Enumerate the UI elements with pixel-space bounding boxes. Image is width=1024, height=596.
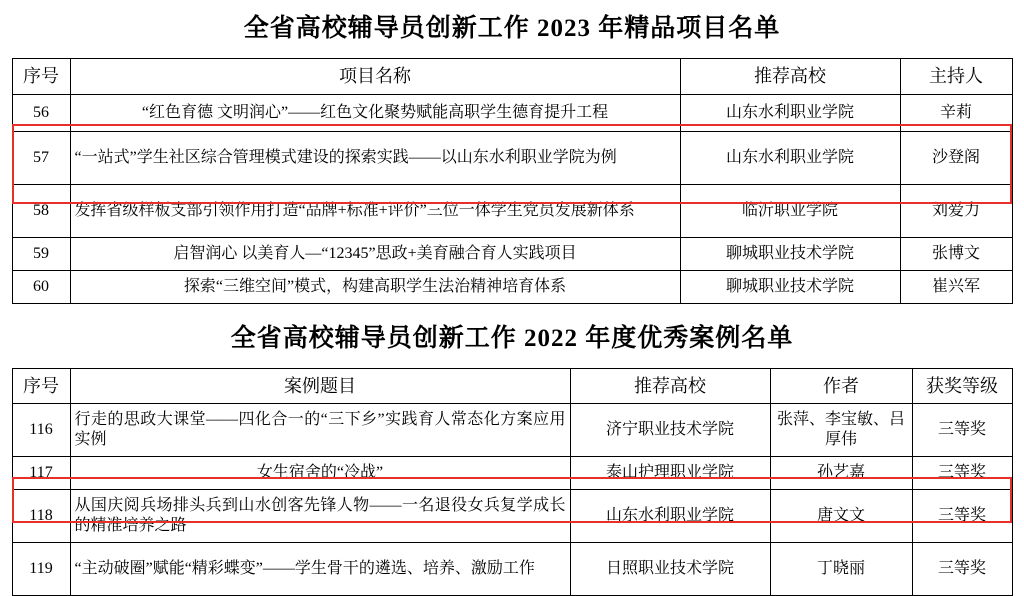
cell-author: 丁晓丽 [770,543,912,596]
cell-award: 三等奖 [912,490,1012,543]
column-header-university: 推荐高校 [680,59,900,95]
cell-seq: 118 [12,490,70,543]
cell-seq: 117 [12,457,70,490]
cell-university: 山东水利职业学院 [680,131,900,184]
table-row [12,270,1012,303]
cell-award: 三等奖 [912,457,1012,490]
cell-project-name: 启智润心 以美育人—“12345”思政+美育融合育人实践项目 [70,237,680,270]
cell-seq: 59 [12,237,70,270]
column-header-award: 获奖等级 [912,368,1012,404]
cell-university: 山东水利职业学院 [570,490,770,543]
table-row [12,457,1012,490]
table-row [12,404,1012,457]
cell-host: 张博文 [900,237,1012,270]
cell-award: 三等奖 [912,543,1012,596]
column-header-seq: 序号 [12,368,70,404]
cell-university: 济宁职业技术学院 [570,404,770,457]
cell-project-name: “一站式”学生社区综合管理模式建设的探索实践——以山东水利职业学院为例 [70,131,680,184]
cell-university: 聊城职业技术学院 [680,270,900,303]
cell-university: 山东水利职业学院 [680,94,900,131]
cell-author: 孙艺嘉 [770,457,912,490]
cell-university: 泰山护理职业学院 [570,457,770,490]
cell-seq: 56 [12,94,70,131]
cell-author: 张萍、李宝敏、吕厚伟 [770,404,912,457]
cell-project-name: 发挥省级样板支部引领作用打造“品牌+标准+评价”三位一体学生党员发展新体系 [70,184,680,237]
cell-host: 沙登阁 [900,131,1012,184]
cell-award: 三等奖 [912,404,1012,457]
cell-author: 唐文文 [770,490,912,543]
column-header-case-title: 案例题目 [70,368,570,404]
document-page [0,14,1024,574]
cell-university: 日照职业技术学院 [570,543,770,596]
page-title-2023: 全省高校辅导员创新工作 2023 年精品项目名单 [10,14,1014,44]
cell-case-title: “主动破圈”赋能“精彩蝶变”——学生骨干的遴选、培养、激励工作 [70,543,570,596]
cell-seq: 116 [12,404,70,457]
column-header-seq: 序号 [12,59,70,95]
table-row [12,184,1012,237]
cell-host: 刘爱力 [900,184,1012,237]
cell-seq: 57 [12,131,70,184]
cell-university: 聊城职业技术学院 [680,237,900,270]
table-row [12,94,1012,131]
column-header-university: 推荐高校 [570,368,770,404]
table-2022-cases [12,368,1013,596]
cell-case-title: 女生宿舍的“冷战” [70,457,570,490]
table-row [12,543,1012,596]
column-header-host: 主持人 [900,59,1012,95]
cell-case-title: 行走的思政大课堂——四化合一的“三下乡”实践育人常态化方案应用实例 [70,404,570,457]
table-row [12,131,1012,184]
page-title-2022: 全省高校辅导员创新工作 2022 年度优秀案例名单 [10,324,1014,354]
table-header-row [12,59,1012,95]
table-row [12,490,1012,543]
cell-university: 临沂职业学院 [680,184,900,237]
cell-seq: 119 [12,543,70,596]
cell-host: 辛莉 [900,94,1012,131]
cell-seq: 60 [12,270,70,303]
cell-host: 崔兴军 [900,270,1012,303]
cell-project-name: 探索“三维空间”模式，构建高职学生法治精神培育体系 [70,270,680,303]
cell-seq: 58 [12,184,70,237]
column-header-author: 作者 [770,368,912,404]
cell-case-title: 从国庆阅兵场排头兵到山水创客先锋人物——一名退役女兵复学成长的精准培养之路 [70,490,570,543]
column-header-project-name: 项目名称 [70,59,680,95]
cell-project-name: “红色育德 文明润心”——红色文化聚势赋能高职学生德育提升工程 [70,94,680,131]
table-row [12,237,1012,270]
table-2023-projects [12,58,1013,304]
table-header-row [12,368,1012,404]
